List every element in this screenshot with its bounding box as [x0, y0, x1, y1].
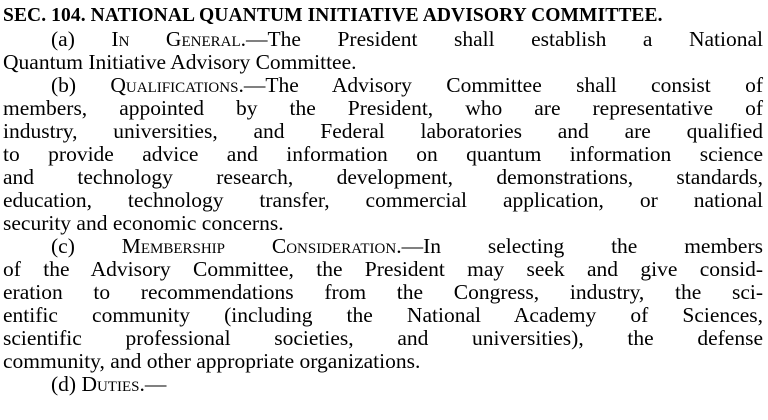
subsection-b-caption: Qualifications [110, 73, 239, 97]
subsection-c [3, 235, 763, 373]
subsection-c-marker: (c) [51, 234, 75, 258]
subsection-c-line-5: scientific professional societies, and universities), the defense [3, 326, 763, 350]
subsection-b-line-4: to provide advice and information on quantum information science [3, 142, 763, 166]
subsection-a-dash: .— [240, 27, 268, 51]
subsection-c-line-2: of the Advisory Committee, the President may seek and give consid- [3, 257, 763, 281]
subsection-d [3, 373, 763, 396]
subsection-b-line-1 [3, 74, 763, 97]
subsection-a-marker: (a) [51, 27, 75, 51]
section-heading: SEC. 104. NATIONAL QUANTUM INITIATIVE ADVISORY COMMITTEE. [3, 5, 663, 26]
subsection-c-caption: Membership Consideration [121, 234, 397, 258]
subsection-b-line-2: members, appointed by the President, who are representative of [3, 96, 763, 120]
subsection-a-caption: In General [111, 27, 241, 51]
subsection-d-marker: (d) [51, 372, 77, 396]
subsection-c-text: In selecting the members [423, 234, 763, 258]
subsection-a [3, 28, 763, 74]
subsection-a-line-2: Quantum Initiative Advisory Committee. [3, 50, 357, 74]
subsection-c-line-6: community, and other appropriate organizations. [3, 349, 421, 373]
subsection-c-line-1 [3, 235, 763, 258]
subsection-b-text: The Advisory Committee shall consist of [265, 73, 763, 97]
subsection-b [3, 74, 763, 235]
subsection-b-line-5: and technology research, development, demonstrations, standards, [3, 165, 763, 189]
subsection-b-line-7: security and economic concerns. [3, 211, 284, 235]
subsection-d-dash: .— [139, 372, 167, 396]
subsection-c-line-4: entific community (including the National Academy of Sciences, [3, 303, 763, 327]
subsection-c-dash: .— [396, 234, 424, 258]
subsection-a-text: The President shall establish a National [267, 27, 763, 51]
subsection-b-line-6: education, technology transfer, commercial application, or national [3, 188, 763, 212]
subsection-a-line-1 [3, 28, 763, 51]
subsection-d-caption: Duties [81, 372, 140, 396]
document-page [3, 3, 763, 396]
subsection-b-line-3: industry, universities, and Federal laboratories and are qualified [3, 119, 763, 143]
subsection-b-dash: .— [238, 73, 266, 97]
subsection-b-marker: (b) [51, 73, 77, 97]
subsection-d-line-1 [3, 373, 763, 396]
subsection-c-line-3: eration to recommendations from the Congress, industry, the sci- [3, 280, 763, 304]
